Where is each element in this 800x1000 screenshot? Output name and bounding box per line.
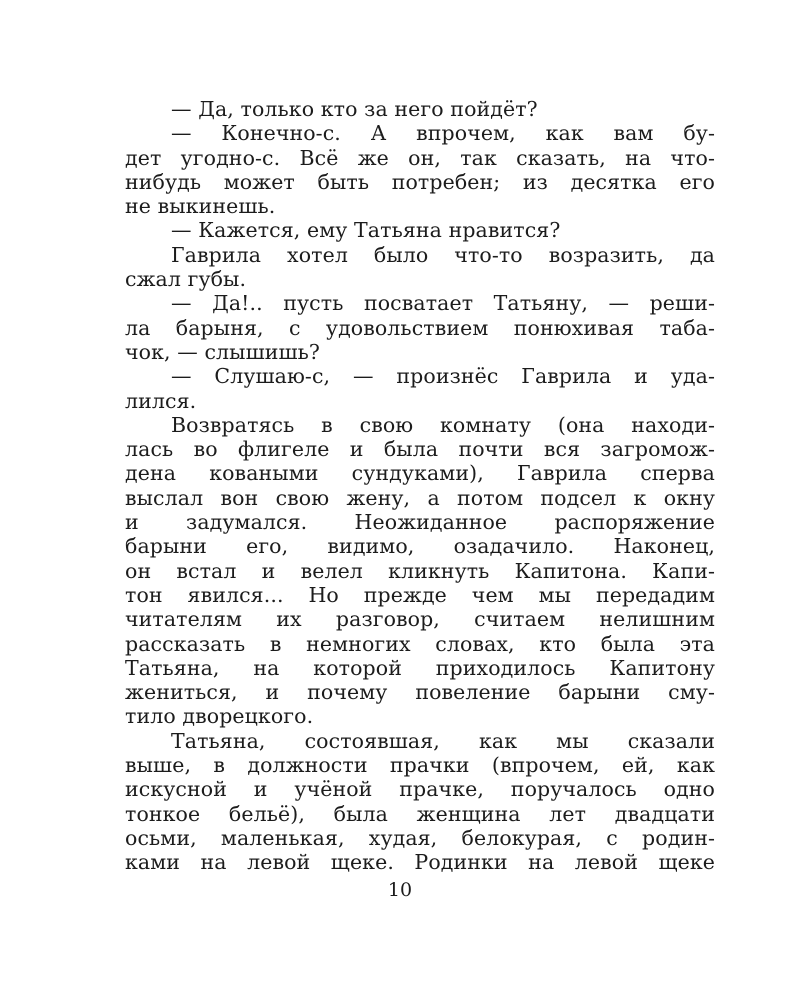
text-line: сжал губы. — [125, 267, 247, 292]
text-line: искусной и учёной прачке, поручалось одно — [125, 777, 715, 802]
page-text — [125, 97, 715, 875]
text-line: — Слушаю-с, — произнёс Гаврила и уда- — [171, 364, 715, 389]
text-line: нибудь может быть потребен; из десятка его — [125, 169, 715, 194]
text-line: выслал вон свою жену, а потом подсел к окну — [125, 485, 715, 510]
text-line: жениться, и почему повеление барыни сму- — [125, 680, 715, 705]
text-line: барыни его, видимо, озадачило. Наконец, — [125, 534, 715, 559]
text-line: лась во флигеле и была почти вся загромож- — [125, 437, 715, 462]
text-line: тон явился... Но прежде чем мы передадим — [125, 582, 715, 607]
text-line: читателям их разговор, считаем нелишним — [125, 607, 715, 632]
text-line: лился. — [125, 388, 197, 413]
page-number: 10 — [387, 879, 413, 901]
text-line: Гаврила хотел было что-то возразить, да — [171, 242, 715, 267]
text-line: осьми, маленькая, худая, белокурая, с родин- — [125, 825, 715, 850]
text-line: рассказать в немногих словах, кто была эта — [125, 631, 715, 656]
text-line: Татьяна, состоявшая, как мы сказали — [171, 728, 715, 753]
text-line: Возвратясь в свою комнату (она находи- — [171, 412, 715, 437]
text-line: дет угодно-с. Всё же он, так сказать, на что- — [125, 145, 715, 170]
text-line: не выкинешь. — [125, 194, 276, 219]
text-line: он встал и велел кликнуть Капитона. Капи- — [125, 558, 715, 583]
text-line: дена коваными сундуками), Гаврила сперва — [125, 461, 715, 486]
text-line: ками на левой щеке. Родинки на левой щеке — [125, 850, 715, 875]
text-line: тонкое бельё), была женщина лет двадцати — [125, 801, 715, 826]
text-line: выше, в должности прачки (впрочем, ей, как — [125, 753, 715, 778]
text-line: ла барыня, с удовольствием понюхивая таба- — [125, 315, 715, 340]
text-line: тило дворецкого. — [125, 704, 314, 729]
text-line: — Конечно-с. А впрочем, как вам бу- — [171, 121, 715, 146]
text-line: и задумался. Неожиданное распоряжение — [125, 510, 715, 535]
text-line: — Да, только кто за него пойдёт? — [171, 97, 538, 121]
text-line: Татьяна, на которой приходилось Капитону — [125, 655, 715, 680]
text-line: — Кажется, ему Татьяна нравится? — [171, 218, 561, 243]
text-line: — Да!.. пусть посватает Татьяну, — реши- — [171, 291, 715, 316]
text-line: чок, — слышишь? — [125, 339, 321, 364]
